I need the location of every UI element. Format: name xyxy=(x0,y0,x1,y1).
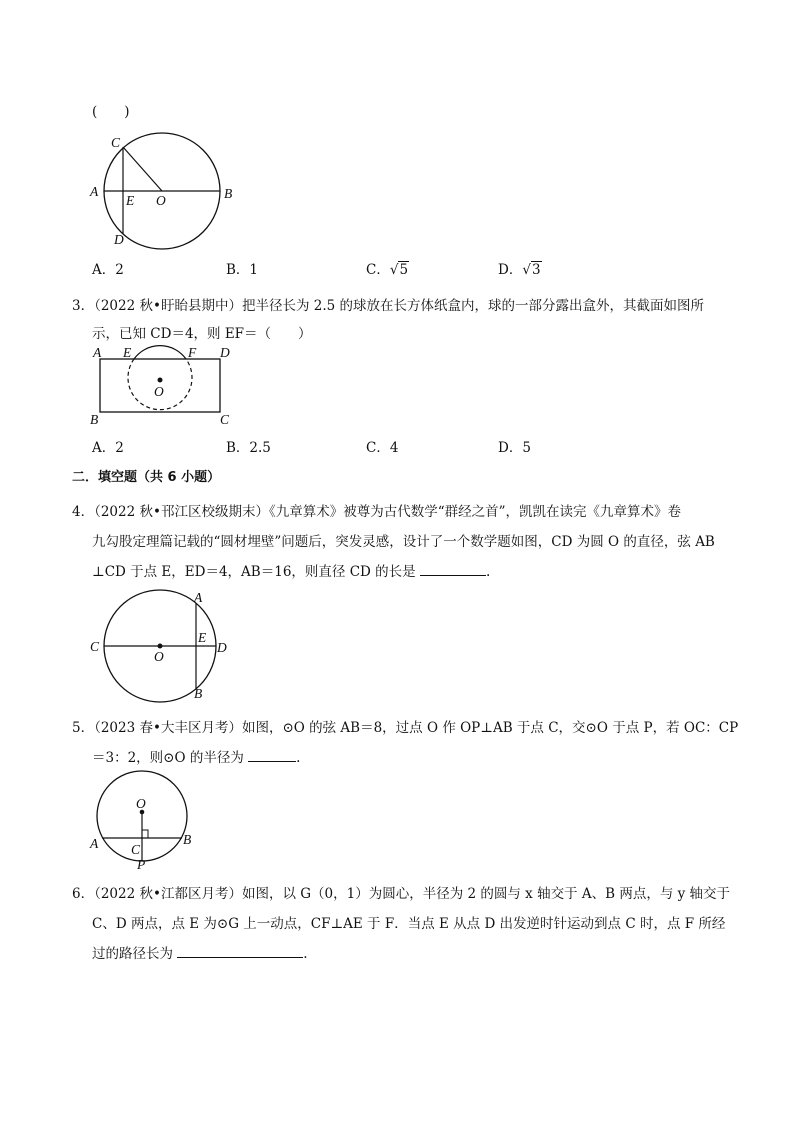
q4-circle-figure xyxy=(86,586,246,706)
q5-label-b: B xyxy=(183,832,192,847)
q2-option-d[interactable]: D．√3 xyxy=(498,262,541,278)
q3-option-a[interactable]: A．2 xyxy=(92,440,124,456)
q2-option-b[interactable]: B．1 xyxy=(226,262,259,278)
q2-label-d: D xyxy=(114,232,124,247)
q6-text-line1: 6．（2022 秋•江都区月考）如图，以 G（0，1）为圆心，半径为 2 的圆与 x 轴交于 A、B 两点，与 y 轴交于 xyxy=(72,886,731,902)
q5-label-o: O xyxy=(136,796,146,811)
q3-option-b[interactable]: B．2.5 xyxy=(226,440,271,456)
q4-label-b: B xyxy=(194,686,203,701)
sqrt-symbol: √3 xyxy=(522,262,541,278)
q4-answer-blank[interactable] xyxy=(420,563,486,576)
q4-text-line3: ⊥CD 于点 E，ED＝4，AB＝16，则直径 CD 的长是 . xyxy=(92,564,491,580)
q4-label-a: A xyxy=(194,590,203,605)
q3-label-a: A xyxy=(93,345,102,360)
q2-label-o: O xyxy=(156,193,166,208)
q5-text-line2: ＝3：2，则⊙O 的半径为 . xyxy=(92,750,301,766)
q2-radius-oc xyxy=(123,147,162,191)
q5-label-a: A xyxy=(90,836,99,851)
q2-label-c: C xyxy=(111,135,121,150)
q4-label-c: C xyxy=(90,639,100,654)
q3-label-c: C xyxy=(220,412,230,427)
sqrt-symbol: √5 xyxy=(389,262,409,278)
q2-circle-figure xyxy=(86,126,246,252)
q3-label-d: D xyxy=(220,345,230,360)
q3-label-f: F xyxy=(188,345,197,360)
q3-label-o: O xyxy=(154,384,164,399)
q2-option-c[interactable]: C．√5 xyxy=(366,262,409,278)
q2-answer-paren: ( ) xyxy=(92,104,130,120)
q3-label-b: B xyxy=(90,412,99,427)
q3-text-line2: 示，已知 CD＝4，则 EF＝（ ） xyxy=(92,326,312,342)
q3-box-figure xyxy=(86,340,246,430)
q2-label-e: E xyxy=(126,193,135,208)
q5-label-p: P xyxy=(137,857,146,870)
q4-label-o: O xyxy=(154,649,164,664)
q3-option-c[interactable]: C．4 xyxy=(366,440,399,456)
q5-answer-blank[interactable] xyxy=(248,749,296,762)
q5-label-c: C xyxy=(131,842,141,857)
q5-circle-figure xyxy=(86,768,206,870)
q4-center-dot xyxy=(158,644,163,649)
q4-label-d: D xyxy=(217,640,227,655)
q5-right-angle-mark xyxy=(142,830,148,838)
section-heading-fill-blank: 二．填空题（共 6 小题） xyxy=(72,470,221,485)
q2-label-b: B xyxy=(224,186,233,201)
q3-text-line1: 3．（2022 秋•盱眙县期中）把半径长为 2.5 的球放在长方体纸盒内，球的一部分露出盒外，其截面如图所 xyxy=(72,298,705,314)
q6-answer-blank[interactable] xyxy=(177,945,303,958)
q3-label-e: E xyxy=(123,345,132,360)
q6-text-line3: 过的路径长为 . xyxy=(92,946,308,962)
q4-label-e: E xyxy=(198,630,207,645)
q4-text-line1: 4．（2022 秋•邗江区校级期末）《九章算术》被尊为古代数学“群经之首”，凯凯在读完《九章算术》卷 xyxy=(72,504,682,520)
q2-label-a: A xyxy=(90,184,99,199)
q3-center-dot xyxy=(158,378,163,383)
q6-text-line2: C、D 两点，点 E 为⊙G 上一动点，CF⊥AE 于 F．当点 E 从点 D 出发逆时针运动到点 C 时，点 F 所经 xyxy=(92,916,726,932)
q3-option-d[interactable]: D．5 xyxy=(498,440,531,456)
q3-arc-above xyxy=(134,346,186,359)
q5-text-line1: 5．（2023 春•大丰区月考）如图，⊙O 的弦 AB＝8，过点 O 作 OP⊥AB 于点 C，交⊙O 于点 P，若 OC：CP xyxy=(72,720,739,736)
q4-text-line2: 九勾股定理篇记载的“圆材埋壁”问题后，突发灵感，设计了一个数学题如图，CD 为圆 O 的直径，弦 AB xyxy=(92,534,715,550)
q2-option-a[interactable]: A．2 xyxy=(92,262,124,278)
